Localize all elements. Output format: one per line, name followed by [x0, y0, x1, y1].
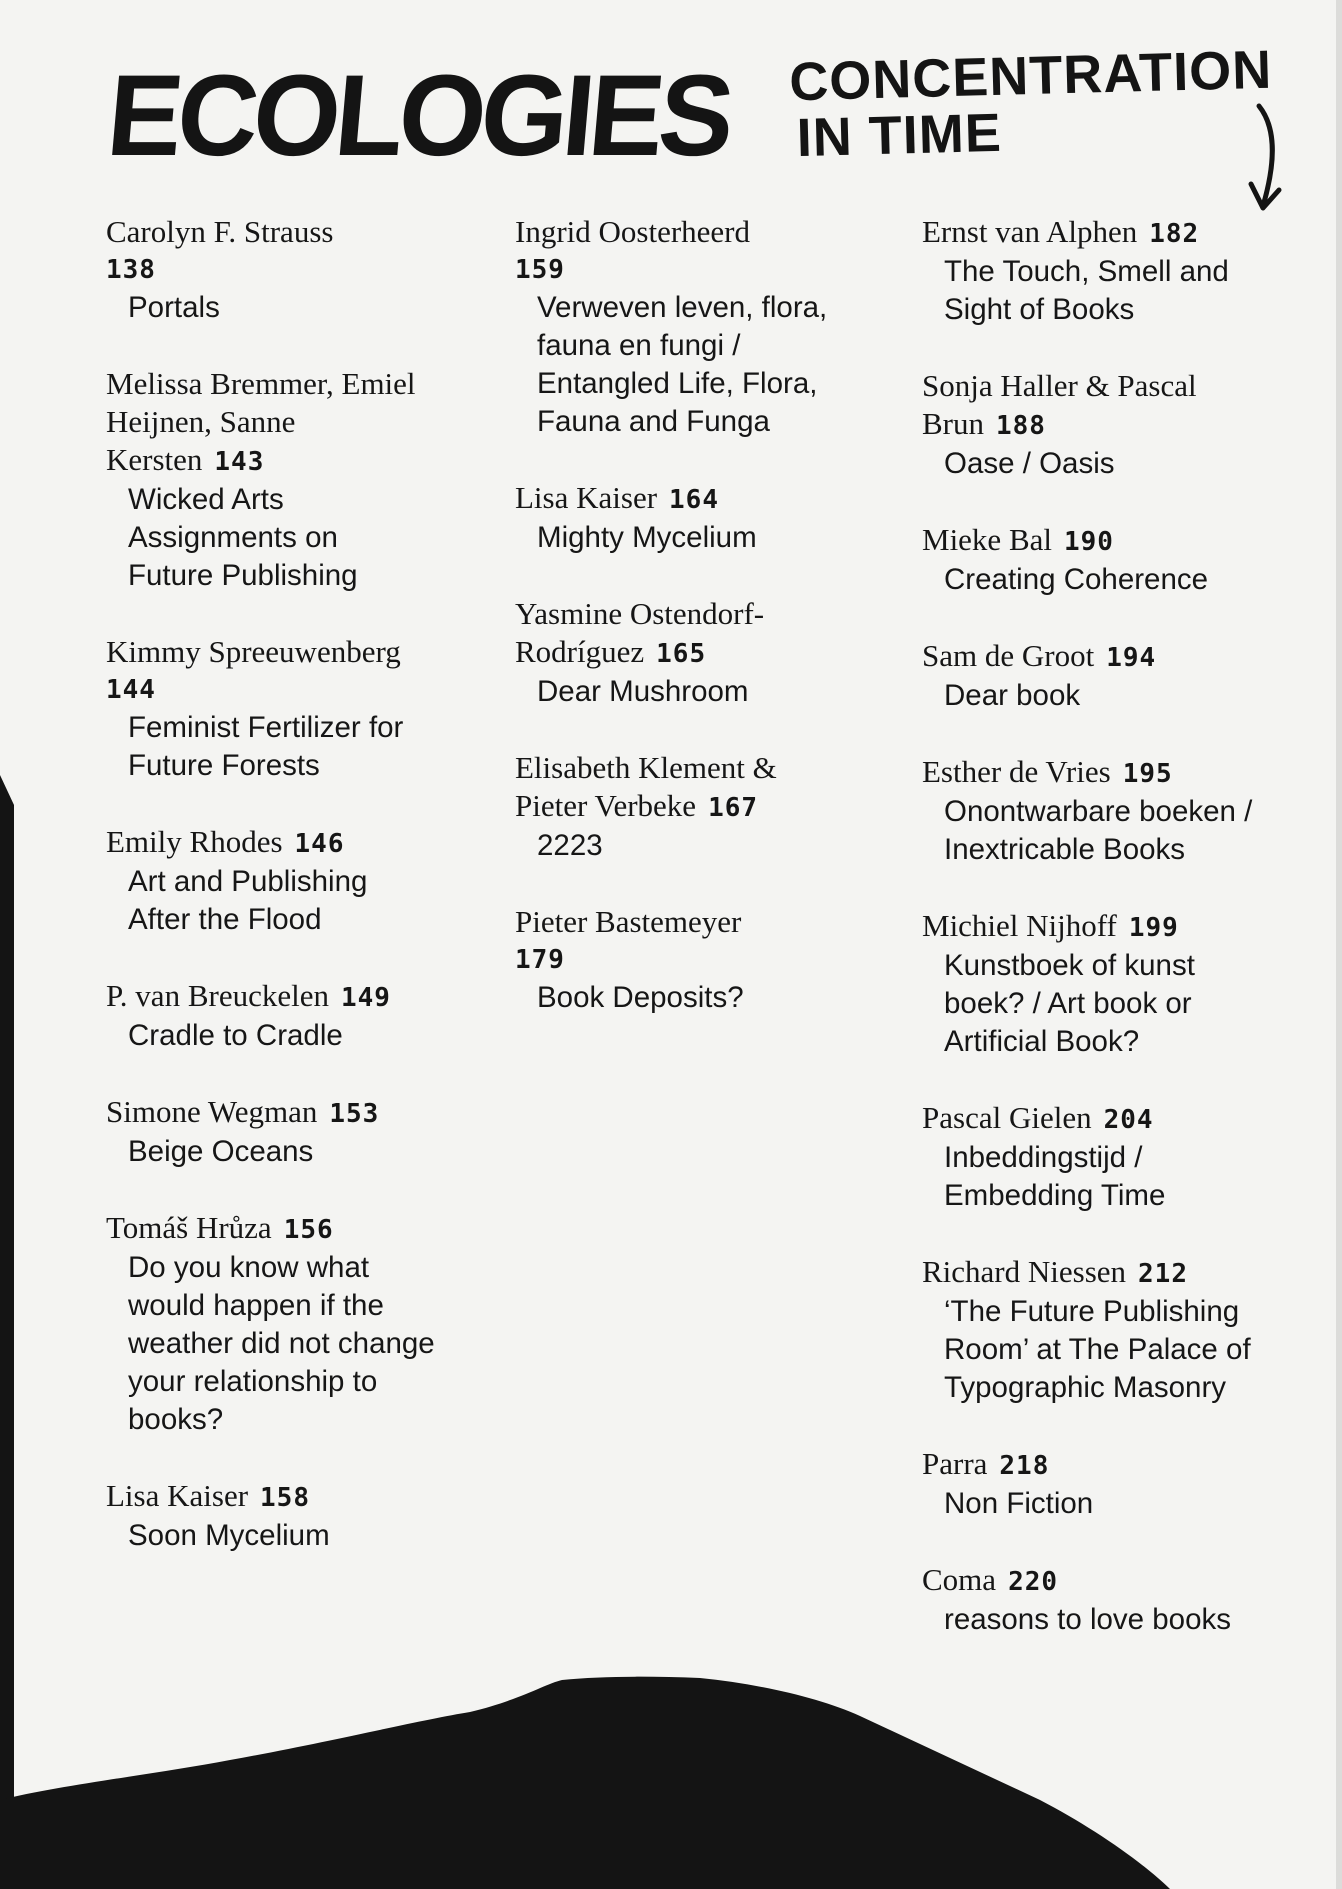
entry-page-number: 158: [260, 1483, 310, 1513]
entry-author: Tomáš Hrůza 156: [106, 1210, 334, 1245]
entry-title: Feminist Fertilizer for Future Forests: [128, 711, 404, 782]
section-title: ECOLOGIES: [102, 51, 735, 180]
entry-page-number: 188: [996, 411, 1046, 441]
entry-author: P. van Breuckelen 149: [106, 978, 391, 1013]
entry-author: Sam de Groot 194: [922, 638, 1157, 673]
entry-author: Melissa Bremmer, Emiel Heijnen, Sanne Kersten 143: [106, 366, 416, 477]
entry-author: Pascal Gielen 204: [922, 1100, 1154, 1135]
entry-author: Lisa Kaiser 164: [515, 480, 719, 515]
entry-title: Dear Mushroom: [537, 675, 749, 708]
entry-title: Mighty Mycelium: [537, 521, 757, 554]
entry-page-number: 167: [708, 793, 759, 823]
entry-title: reasons to love books: [944, 1603, 1231, 1636]
entry-title: Dear book: [944, 679, 1081, 712]
entry-author: Pieter Bastemeyer: [515, 904, 742, 939]
entry-title: Wicked Arts Assignments on Future Publishing: [128, 483, 358, 592]
entry-page-number: 146: [294, 829, 345, 859]
entry-page-number: 144: [106, 675, 156, 705]
entry-page-number: 218: [999, 1451, 1050, 1481]
entry-page-number: 195: [1122, 759, 1173, 789]
entry-title: 2223: [537, 829, 603, 862]
entry-title: Portals: [128, 291, 220, 324]
entry-title: Oase / Oasis: [944, 447, 1115, 480]
entry-author: Ernst van Alphen 182: [922, 214, 1200, 249]
entry-title: ‘The Future Publishing Room’ at The Palace of Typographic Masonry: [944, 1295, 1251, 1404]
entry-author: Kimmy Spreeuwenberg: [106, 634, 401, 669]
entry-page-number: 204: [1103, 1105, 1154, 1135]
entry-page-number: 212: [1138, 1259, 1188, 1289]
entry-title: Creating Coherence: [944, 563, 1209, 596]
entry-title: Beige Oceans: [128, 1135, 314, 1168]
subtitle-line-2: IN TIME: [796, 102, 1003, 169]
entry-page-number: 138: [106, 255, 156, 285]
entry-page-number: 149: [340, 983, 391, 1013]
entry-title: Cradle to Cradle: [128, 1019, 343, 1052]
entry-title: Non Fiction: [944, 1487, 1094, 1520]
entry-author: Elisabeth Klement & Pieter Verbeke 167: [515, 750, 777, 823]
entry-author: Mieke Bal 190: [922, 522, 1114, 557]
entry-author: Richard Niessen 212: [922, 1254, 1188, 1289]
entry-author: Emily Rhodes 146: [106, 824, 345, 859]
entry-title: The Touch, Smell and Sight of Books: [944, 255, 1229, 326]
entry-page-number: 156: [283, 1215, 334, 1245]
entry-page-number: 164: [669, 485, 719, 515]
entry-author: Esther de Vries 195: [922, 754, 1173, 789]
entry-page-number: 182: [1149, 219, 1200, 249]
entry-author: Yasmine Ostendorf-Rodríguez 165: [515, 596, 765, 669]
entry-page-number: 199: [1128, 913, 1179, 943]
entry-author: Sonja Haller & Pascal Brun 188: [922, 368, 1197, 441]
entry-page-number: 143: [214, 447, 265, 477]
entry-title: Soon Mycelium: [128, 1519, 330, 1552]
entry-page-number: 153: [329, 1099, 380, 1129]
entry-page-number: 159: [515, 255, 565, 285]
entry-author: Carolyn F. Strauss: [106, 214, 334, 249]
entry-title: Kunstboek of kunst boek? / Art book or Artificial Book?: [944, 949, 1195, 1058]
subtitle-line-1: CONCENTRATION: [788, 39, 1273, 113]
entry-title: Onontwarbare boeken / Inextricable Books: [944, 795, 1253, 866]
entry-page-number: 220: [1008, 1567, 1059, 1597]
entry-title: Book Deposits?: [537, 981, 744, 1014]
entry-author: Lisa Kaiser 158: [106, 1478, 310, 1513]
entry-author: Parra 218: [922, 1446, 1050, 1481]
entry-author: Ingrid Oosterheerd: [515, 214, 750, 249]
entry-page-number: 194: [1106, 643, 1157, 673]
entry-author: Michiel Nijhoff 199: [922, 908, 1179, 943]
entry-title: Verweven leven, flora, fauna en fungi / Entangled Life, Flora, Fauna and Funga: [537, 291, 828, 438]
entry-author: Simone Wegman 153: [106, 1094, 380, 1129]
entry-title: Do you know what would happen if the weather did not change your relationship to books?: [128, 1251, 435, 1436]
entry-title: Inbeddingstijd / Embedding Time: [944, 1141, 1166, 1212]
entry-page-number: 165: [656, 639, 707, 669]
entry-author: Coma 220: [922, 1562, 1059, 1597]
entry-page-number: 179: [515, 945, 565, 975]
entry-page-number: 190: [1064, 527, 1114, 557]
entry-title: Art and Publishing After the Flood: [128, 865, 368, 936]
